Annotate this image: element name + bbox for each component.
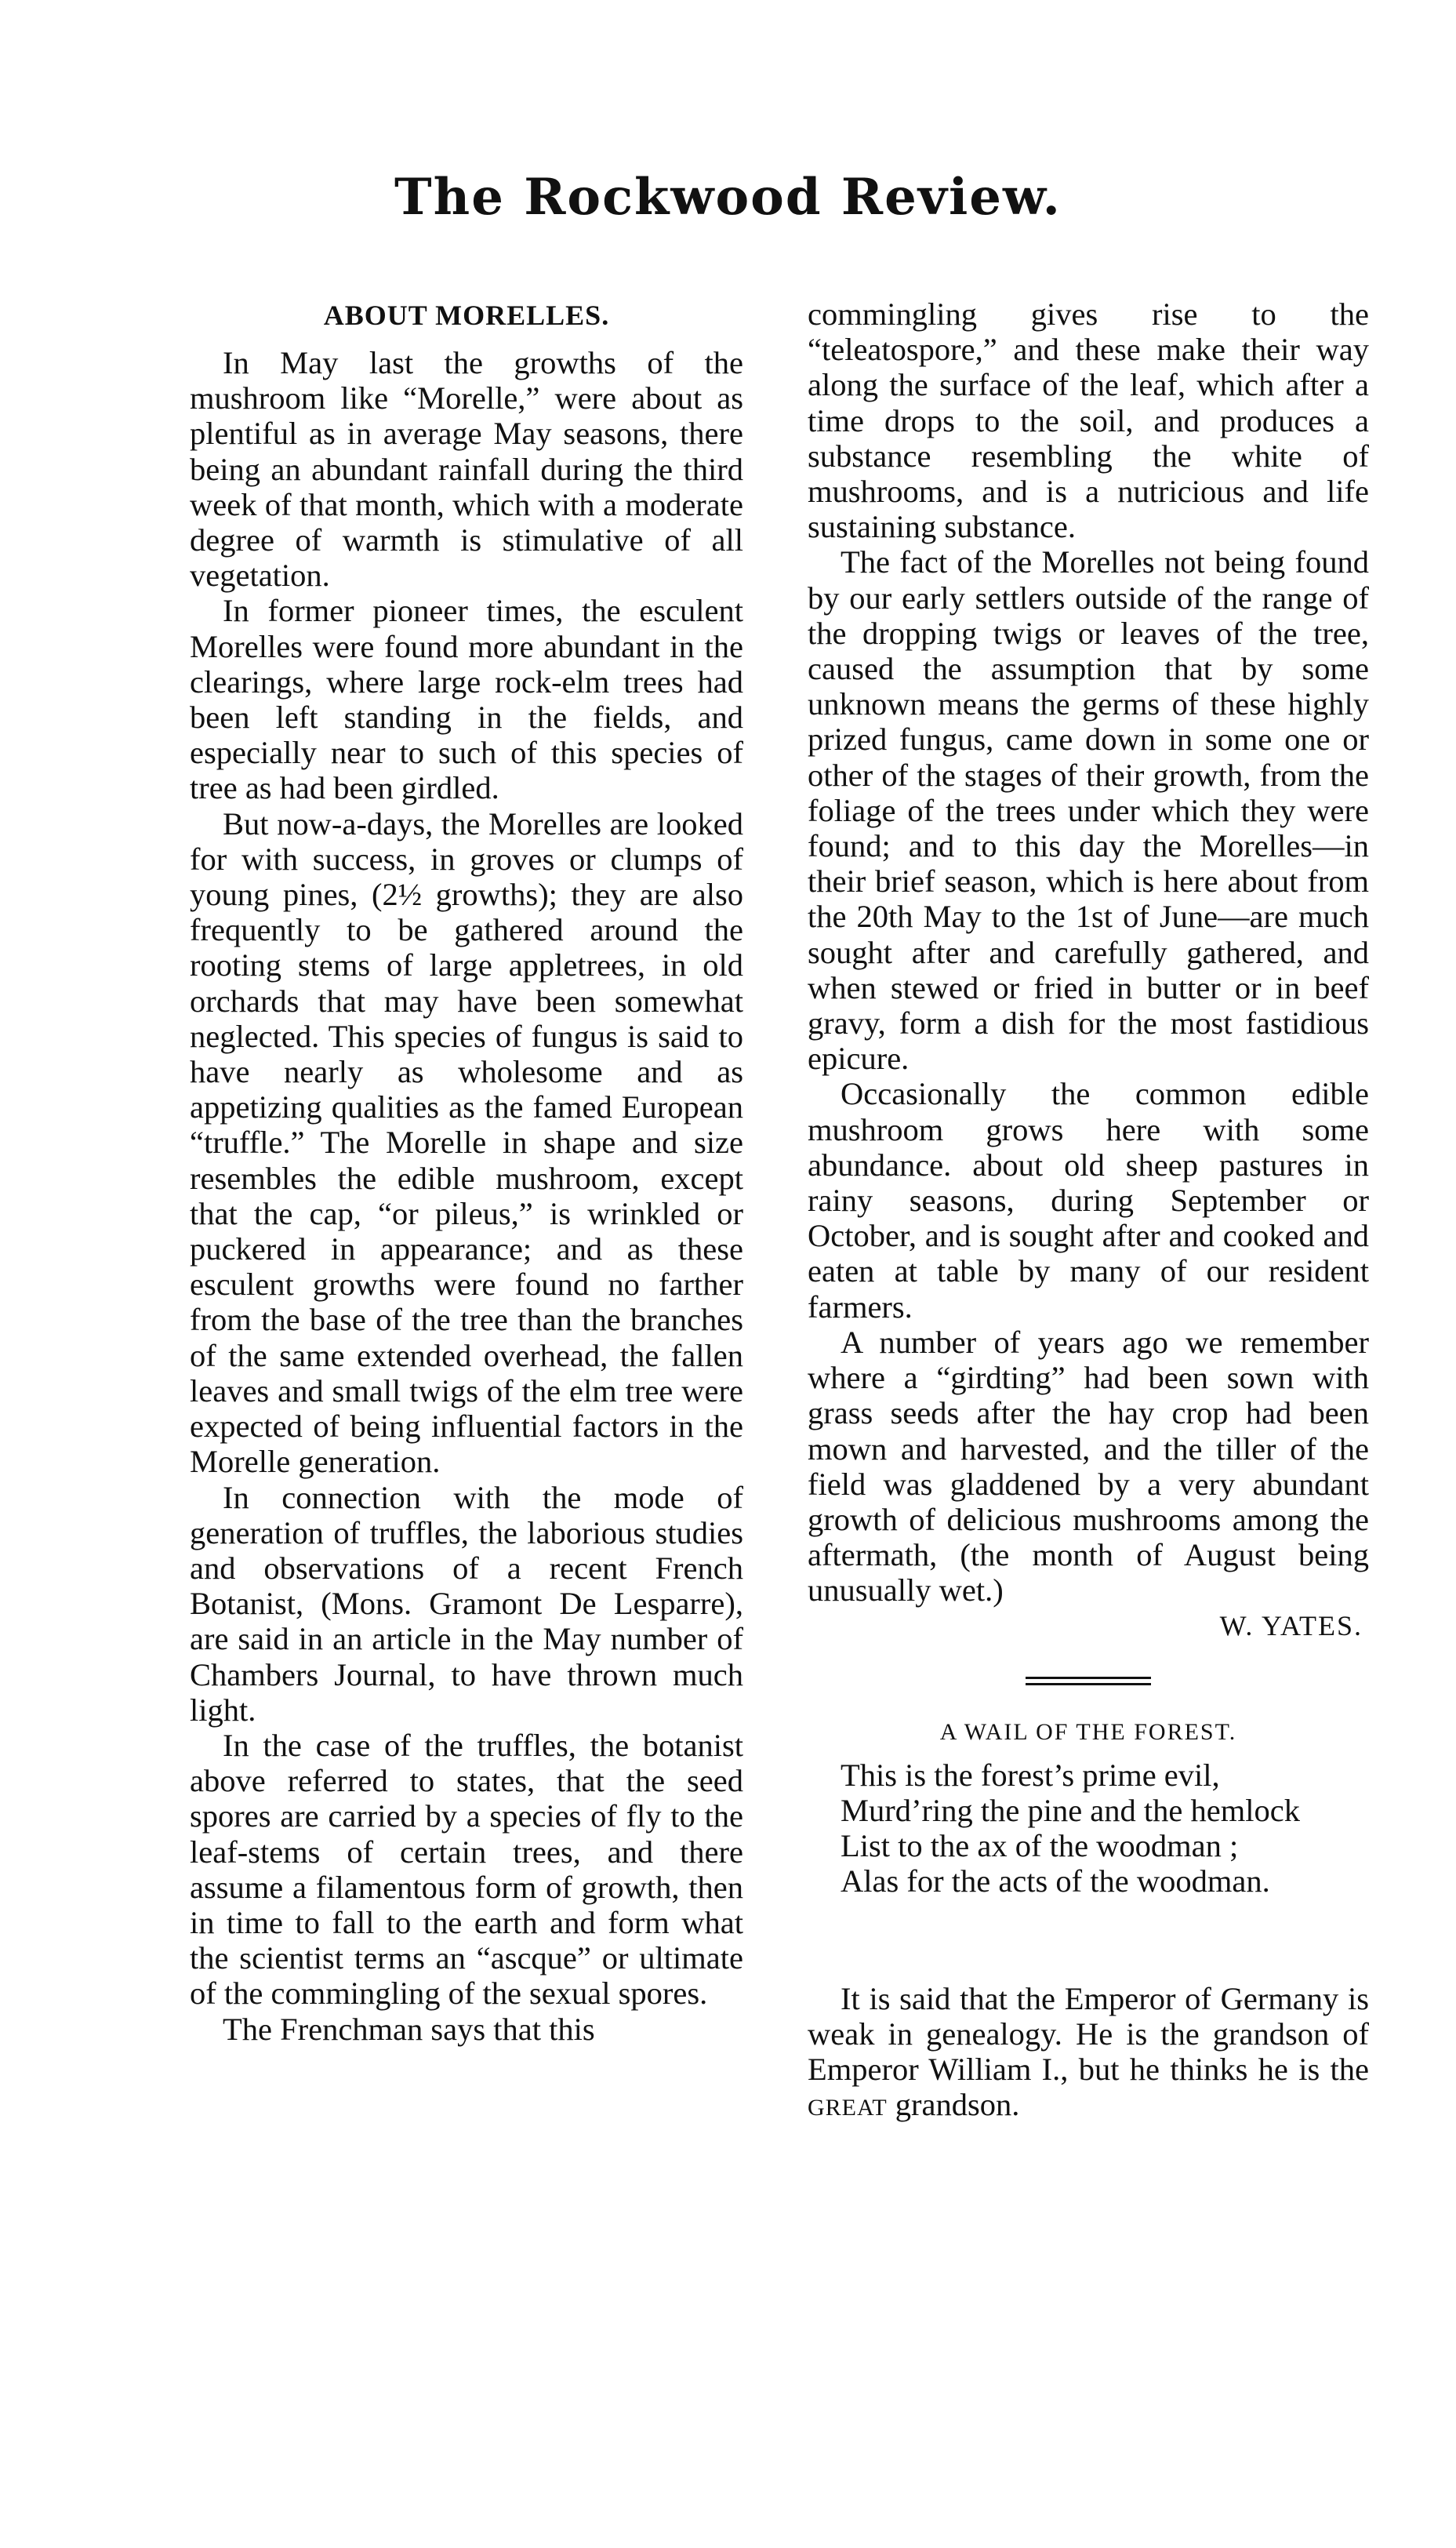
divider-rule [1026,1683,1151,1685]
masthead-title: The Rockwood Review. [394,168,1062,227]
emperor-note-end: grandson. [895,2087,1020,2123]
article-paragraph: A number of years ago we remember where a “girdting” had been sown with grass seeds after the hay crop had been mown and harvested, and the tiller of the field was gladdened by a very abundant growth of delicious mushrooms among the aftermath, (the month of August being unusually wet.) [808,1324,1369,1608]
spacer [808,1899,1369,1981]
article-paragraph: In former pioneer times, the esculent Morelles were found more abundant in the clearings, where large rock-elm trees had been left standing in the fields, and especially near to such of this species of tree as had been girdled. [190,593,743,806]
article-paragraph: The fact of the Morelles not being found by our early settlers outside of the range of the dropping twigs or leaves of the tree, caused the assumption that by some unknown means the germs of these highly prized fungus, came down in some one or other of the stages of their growth, from the foliage of the trees under which they were found; and to this day the Morelles—in their brief season, which is here about from the 20th May to the 1st of June—are much sought after and carefully gathered, and when stewed or fried in butter or in beef gravy, form a dish for the most fastidious epicure. [808,544,1369,1077]
poem-line: This is the forest’s prime evil, [841,1757,1220,1793]
article-paragraph: In May last the growths of the mushroom like “Morelle,” were about as plentiful as in average May seasons, there being an abundant rainfall during the third week of that month, which with a moderate degree of warmth is stimulative of all vegetation. [190,345,743,594]
article-paragraph: Occasionally the common edible mushroom grows here with some abundance. about old sheep pastures in rainy seasons, during September or October, and is sought after and cooked and eaten at table by many of our resident farmers. [808,1076,1369,1325]
article-paragraph: In connection with the mode of generation of truffles, the laborious studies and observations of a recent French Botanist, (Mons. Gramont De Lesparre), are said in an article in the May number of Chambers Journal, to have thrown much light. [190,1479,743,1728]
emperor-note-caps: GREAT [808,2095,888,2121]
article-title: ABOUT MORELLES. [323,300,610,331]
divider-rule [1026,1677,1151,1679]
poem-title: A WAIL OF THE FOREST. [939,1718,1237,1745]
article-paragraph: The Frenchman says that this [223,2011,595,2047]
emperor-note-text: It is said that the Emperor of Germany is weak in genealogy. He is the grandson of Emperor William I., but he thinks he is the [808,1980,1369,2087]
section-divider [1026,1677,1151,1685]
poem-line: List to the ax of the woodman ; [841,1828,1239,1864]
left-column [190,296,743,2047]
poem-line: Alas for the acts of the woodman. [841,1863,1270,1899]
article-paragraph: But now-a-days, the Morelles are looked for with success, in groves or clumps of young pines, (2½ growths); they are also frequently to be gathered around the rooting stems of large appletrees, in old orchards that may have been somewhat neglected. This species of fungus is said to have nearly as wholesome and as appetizing qualities as the famed European “truffle.” The Morelle in shape and size resembles the edible mushroom, except that the cap, “or pileus,” is wrinkled or puckered in appearance; and as these esculent growths were found no farther from the base of the tree than the branches of the same extended overhead, the fallen leaves and small twigs of the elm tree were expected of being influential factors in the Morelle generation. [190,805,743,1480]
article-paragraph: In the case of the truffles, the botanist above referred to states, that the seed spores are carried by a species of fly to the leaf-stems of certain trees, and there assume a filamentous form of growth, then in time to fall to the earth and form what the scientist terms an “ascque” or ultimate of the commingling of the sexual spores. [190,1727,743,2012]
emperor-note [808,1981,1369,2126]
poem-line: Murd’ring the pine and the hemlock [841,1792,1300,1828]
right-column [808,296,1369,2125]
article-continuation: commingling gives rise to the “teleatospore,” and these make their way along the surface of the leaf, which after a time drops to the soil, and produces a substance resembling the white of mushrooms, and is a nutricious and life sustaining substance. [808,296,1369,545]
author-signature: W. YATES. [1219,1609,1363,1641]
